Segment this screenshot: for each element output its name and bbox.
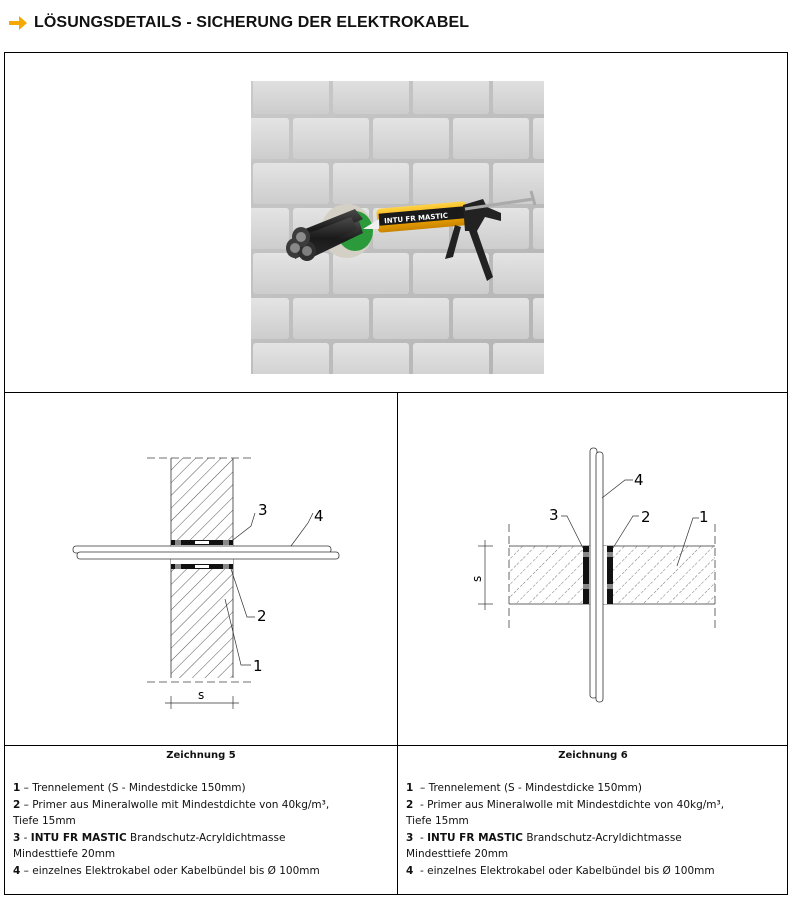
wall-tile (251, 208, 289, 249)
wall-tile (251, 118, 289, 159)
legend-item: 1 – Trennelement (S - Mindestdicke 150mm) (406, 782, 642, 794)
wall-tile (333, 253, 409, 294)
wall-tile (493, 163, 544, 204)
wall-tile (333, 81, 409, 114)
wall-tile (373, 118, 449, 159)
callout-4: 4 (314, 507, 324, 525)
divider (5, 745, 787, 746)
legend-item-cont: Mindesttiefe 20mm (406, 848, 509, 860)
wall-tile (453, 298, 529, 339)
wall-tile (413, 343, 489, 374)
tube-label: INTU FR MASTIC (383, 211, 449, 226)
cable (77, 552, 339, 559)
drawing-5 (55, 433, 355, 713)
legend-item: 4 – einzelnes Elektrokabel oder Kabelbündel bis Ø 100mm (13, 864, 320, 877)
wall-tile (253, 81, 329, 114)
wall-tile (293, 118, 369, 159)
callout-3: 3 (258, 501, 268, 519)
wall-tile (413, 253, 489, 294)
legend-item-cont: Mindesttiefe 20mm (13, 848, 116, 860)
legend-drawing-6 (406, 780, 784, 879)
wall-tile (453, 118, 529, 159)
solution-table (4, 52, 788, 895)
wall-tile (253, 163, 329, 204)
wall-tile (533, 208, 544, 249)
page-title: LÖSUNGSDETAILS - SICHERUNG DER ELEKTROKABEL (34, 14, 470, 31)
caption-drawing-5: Zeichnung 5 (166, 750, 236, 761)
callout-1: 1 (699, 508, 709, 526)
product-photo (251, 81, 544, 374)
drawing-6 (465, 438, 755, 713)
wall-tile (251, 298, 289, 339)
legend-item: 2 – Primer aus Mineralwolle mit Mindestdichte von 40kg/m³, (13, 798, 330, 811)
cable (596, 452, 603, 702)
callout-2: 2 (641, 508, 651, 526)
wall-tile (413, 81, 489, 114)
wall-tile (333, 163, 409, 204)
legend-item-cont: Tiefe 15mm (13, 815, 76, 827)
wall-tile (293, 298, 369, 339)
callout-3: 3 (549, 506, 559, 524)
wall-tile (493, 253, 544, 294)
wall-tile (253, 343, 329, 374)
callout-2: 2 (257, 607, 267, 625)
dimension-label: s (470, 575, 484, 582)
wall-tile (253, 253, 329, 294)
divider (397, 392, 398, 894)
legend-drawing-5 (13, 780, 393, 879)
legend-item-cont: Tiefe 15mm (406, 815, 469, 827)
legend-item: 4 - einzelnes Elektrokabel oder Kabelbündel bis Ø 100mm (406, 864, 715, 877)
legend-item: 1 – Trennelement (S - Mindestdicke 150mm) (13, 782, 246, 794)
divider (5, 392, 787, 393)
wall-tile (373, 298, 449, 339)
dimension-label: s (198, 688, 205, 702)
wall-tile (533, 298, 544, 339)
arrow-right-icon (8, 15, 28, 31)
wall-tile (493, 81, 544, 114)
legend-item: 3 - INTU FR MASTIC Brandschutz-Acryldichtmasse (13, 831, 286, 844)
wall-tile (413, 163, 489, 204)
wall-tile (333, 343, 409, 374)
legend-item: 3 - INTU FR MASTIC Brandschutz-Acryldichtmasse (406, 831, 682, 844)
caption-drawing-6: Zeichnung 6 (558, 750, 628, 761)
legend-item: 2 - Primer aus Mineralwolle mit Mindestdichte von 40kg/m³, (406, 798, 725, 811)
wall-tile (533, 118, 544, 159)
callout-4: 4 (634, 471, 644, 489)
section-heading (8, 10, 469, 36)
callout-1: 1 (253, 657, 263, 675)
wall-tile (493, 343, 544, 374)
